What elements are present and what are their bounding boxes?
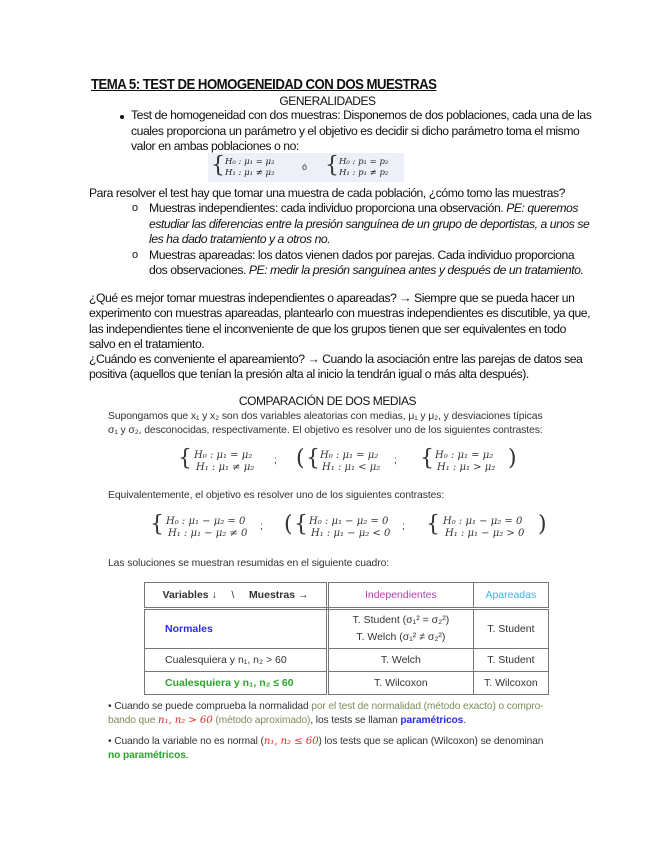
header-independientes: Independientes <box>328 583 474 609</box>
left-brace-icon: { <box>325 153 339 178</box>
left-brace-icon: { <box>306 446 320 471</box>
equivalently-text: Equivalentemente, el objetivo es resolver uno de los siguientes contrastes: <box>108 490 445 501</box>
note-math-red: n₁, n₂ > 60 <box>158 715 213 726</box>
contrast-6-h0: H₀ : μ₁ − μ₂ = 0 <box>443 516 523 527</box>
paragraph-1-line-1: ¿Qué es mejor tomar muestras independientes o apareadas? → Siempre que se pueda hacer un <box>89 291 575 305</box>
row-indep-gt60: T. Welch <box>328 649 474 672</box>
solutions-table <box>144 582 549 695</box>
table-header-row <box>145 583 549 609</box>
table-row <box>145 672 549 695</box>
bullet-text-line-2: cuales proporciona un parámetro y el objetivo es decidir si dicho parámetro toma el mismo <box>131 124 580 138</box>
bullet-icon: • <box>108 701 112 712</box>
left-brace-icon: { <box>420 446 434 471</box>
paragraph-2-line-2: positiva (aquellos que tenían la presión alta al inicio la tendrán igual o más alta después). <box>89 367 529 381</box>
sub-item-text: dos observaciones. <box>149 263 246 277</box>
paragraph-2-line-1: ¿Cuándo es conveniente el apareamiento? → Cuando la asociación entre las parejas de datos sea <box>89 352 583 366</box>
formula-h0-p: H₀ : p₁ = p₂ <box>339 157 389 167</box>
section-heading-generalidades: GENERALIDADES <box>279 94 376 108</box>
contrast-separator: ; <box>260 521 263 532</box>
row-indep-le60: T. Wilcoxon <box>328 672 474 695</box>
note-text: . <box>463 715 466 726</box>
header-apareadas: Apareadas <box>473 583 548 609</box>
sub-item-example-line-2: estudiar las diferencias entre la presión sanguínea de un grupo de deportistas, a unos se <box>149 217 590 231</box>
right-paren-icon: ) <box>538 512 547 537</box>
t-student-cell: T. Student (σ₁² = σ₂²) <box>352 614 450 626</box>
bullet-text-line-1: Test de homogeneidad con dos muestras: Disponemos de dos poblaciones, cada una de las <box>131 108 592 122</box>
paragraph-1-line-2: experimento con muestras apareadas, plantearlo con muestras independientes es discutible, ya que, <box>89 306 591 320</box>
row-apar-normales: T. Student <box>473 609 548 649</box>
table-row <box>145 649 549 672</box>
circle-bullet-icon: o <box>132 249 139 261</box>
sub-item-example: PE: queremos <box>506 201 579 215</box>
contrast-5-h1: H₁ : μ₁ − μ₂ < 0 <box>311 528 391 539</box>
left-paren-icon: ( <box>284 512 293 537</box>
header-variables: Variables ↓ <box>162 589 217 601</box>
contrast-5-h0: H₀ : μ₁ − μ₂ = 0 <box>309 516 389 527</box>
right-paren-icon: ) <box>508 446 517 471</box>
note-text: ) los tests que se aplican (Wilcoxon) se denominan <box>318 736 544 747</box>
t-welch-cell: T. Welch (σ₁² ≠ σ₂²) <box>356 631 446 643</box>
row-apar-le60: T. Wilcoxon <box>473 672 548 695</box>
formula-h0-mu: H₀ : μ₁ = μ₂ <box>225 157 275 167</box>
hypothesis-formula-box <box>208 153 404 182</box>
circle-bullet-icon: o <box>132 202 139 214</box>
formula-h1-mu: H₁ : μ₁ ≠ μ₂ <box>225 168 275 178</box>
note-math-red: n₁, n₂ ≤ 60 <box>263 736 319 747</box>
row-label-cualesquiera-le60: Cualesquiera y n₁, n₂ ≤ 60 <box>145 672 328 695</box>
question-text: Para resolver el test hay que tomar una muestra de cada población, ¿cómo tomo las muestras? <box>89 186 565 200</box>
paragraph-1-line-4: salvo en el tratamiento. <box>89 337 205 351</box>
left-paren-icon: ( <box>296 446 305 471</box>
intro-line-1: Supongamos que x₁ y x₂ son dos variables aleatorias con medias, μ₁ y μ₂, y desviaciones típicas <box>108 411 543 422</box>
sub-item-apareadas-line-2 <box>149 263 583 279</box>
contrast-3-h1: H₁ : μ₁ > μ₂ <box>437 462 496 473</box>
note-text-olive: por el test de normalidad (método exacto) o compro- <box>311 701 544 712</box>
contrast-1-h1: H₁ : μ₁ ≠ μ₂ <box>196 462 255 473</box>
sub-item-independientes <box>149 201 578 217</box>
contrast-2-h0: H₀ : μ₁ = μ₂ <box>320 450 379 461</box>
contrast-4-h0: H₀ : μ₁ − μ₂ = 0 <box>166 516 246 527</box>
contrast-2-h1: H₁ : μ₁ < μ₂ <box>322 462 381 473</box>
table-intro-text: Las soluciones se muestran resumidas en el siguiente cuadro: <box>108 558 390 569</box>
contrast-3-h0: H₀ : μ₁ = μ₂ <box>435 450 494 461</box>
contrast-4-h1: H₁ : μ₁ − μ₂ ≠ 0 <box>168 528 248 539</box>
note-text: , los tests se llaman <box>310 715 398 726</box>
left-brace-icon: { <box>426 512 440 537</box>
intro-line-2: σ₁ y σ₂, desconocidas, respectivamente. El objetivo es resolver uno de los siguientes contrastes: <box>108 425 543 436</box>
table-row <box>145 609 549 649</box>
page-title: TEMA 5: TEST DE HOMOGENEIDAD CON DOS MUESTRAS <box>91 76 437 93</box>
note-text-olive: (método aproximado) <box>215 715 311 726</box>
section-heading-comparacion: COMPARACIÓN DE DOS MEDIAS <box>238 394 417 408</box>
left-brace-icon: { <box>294 512 308 537</box>
row-label-cualesquiera-gt60: Cualesquiera y n₁, n₂ > 60 <box>145 649 328 672</box>
row-indep-normales <box>328 609 474 649</box>
row-apar-gt60: T. Student <box>473 649 548 672</box>
header-slash: \ <box>231 589 235 601</box>
sub-item-example-line-3: les ha dado tratamiento y a otros no. <box>149 232 331 246</box>
left-brace-icon: { <box>211 153 225 178</box>
left-brace-icon: { <box>150 512 164 537</box>
note-no-parametricos: no paramétricos <box>108 750 186 761</box>
note-text-olive: bando que <box>108 715 156 726</box>
contrast-separator: ; <box>394 455 397 466</box>
contrast-separator: ; <box>402 521 405 532</box>
note-1-line-2 <box>108 715 466 726</box>
header-variables-muestras <box>145 583 328 609</box>
note-2-line-2 <box>108 750 189 761</box>
formula-h1-p: H₁ : p₁ ≠ p₂ <box>339 168 389 178</box>
contrast-separator: ; <box>274 455 277 466</box>
paragraph-1-line-3: las independientes tiene el inconveniente de que los grupos tienen que ser equivalentes en todo <box>89 322 566 336</box>
sub-item-text: Muestras independientes: cada individuo proporciona una observación. <box>149 201 504 215</box>
bullet-icon: • <box>108 736 112 747</box>
sub-item-example: PE: medir la presión sanguínea antes y después de un tratamiento. <box>248 263 584 277</box>
formula-separator: ó <box>302 162 308 172</box>
bullet-icon <box>120 115 124 119</box>
sub-item-apareadas: Muestras apareadas: los datos vienen dados por parejas. Cada individuo proporciona <box>149 248 575 262</box>
header-muestras: Muestras → <box>248 589 309 601</box>
note-parametricos: paramétricos <box>400 715 464 726</box>
note-text: Cuando se puede comprueba la normalidad <box>114 701 309 712</box>
bullet-text-line-3: valor en ambas poblaciones o no: <box>131 139 299 153</box>
note-text: Cuando la variable no es normal ( <box>114 736 264 747</box>
note-text: . <box>185 750 189 761</box>
left-brace-icon: { <box>178 446 192 471</box>
note-2-line-1 <box>108 736 543 747</box>
contrast-6-h1: H₁ : μ₁ − μ₂ > 0 <box>445 528 525 539</box>
contrast-1-h0: H₀ : μ₁ = μ₂ <box>194 450 253 461</box>
note-1-line-1 <box>108 701 543 712</box>
row-label-normales: Normales <box>145 609 328 649</box>
